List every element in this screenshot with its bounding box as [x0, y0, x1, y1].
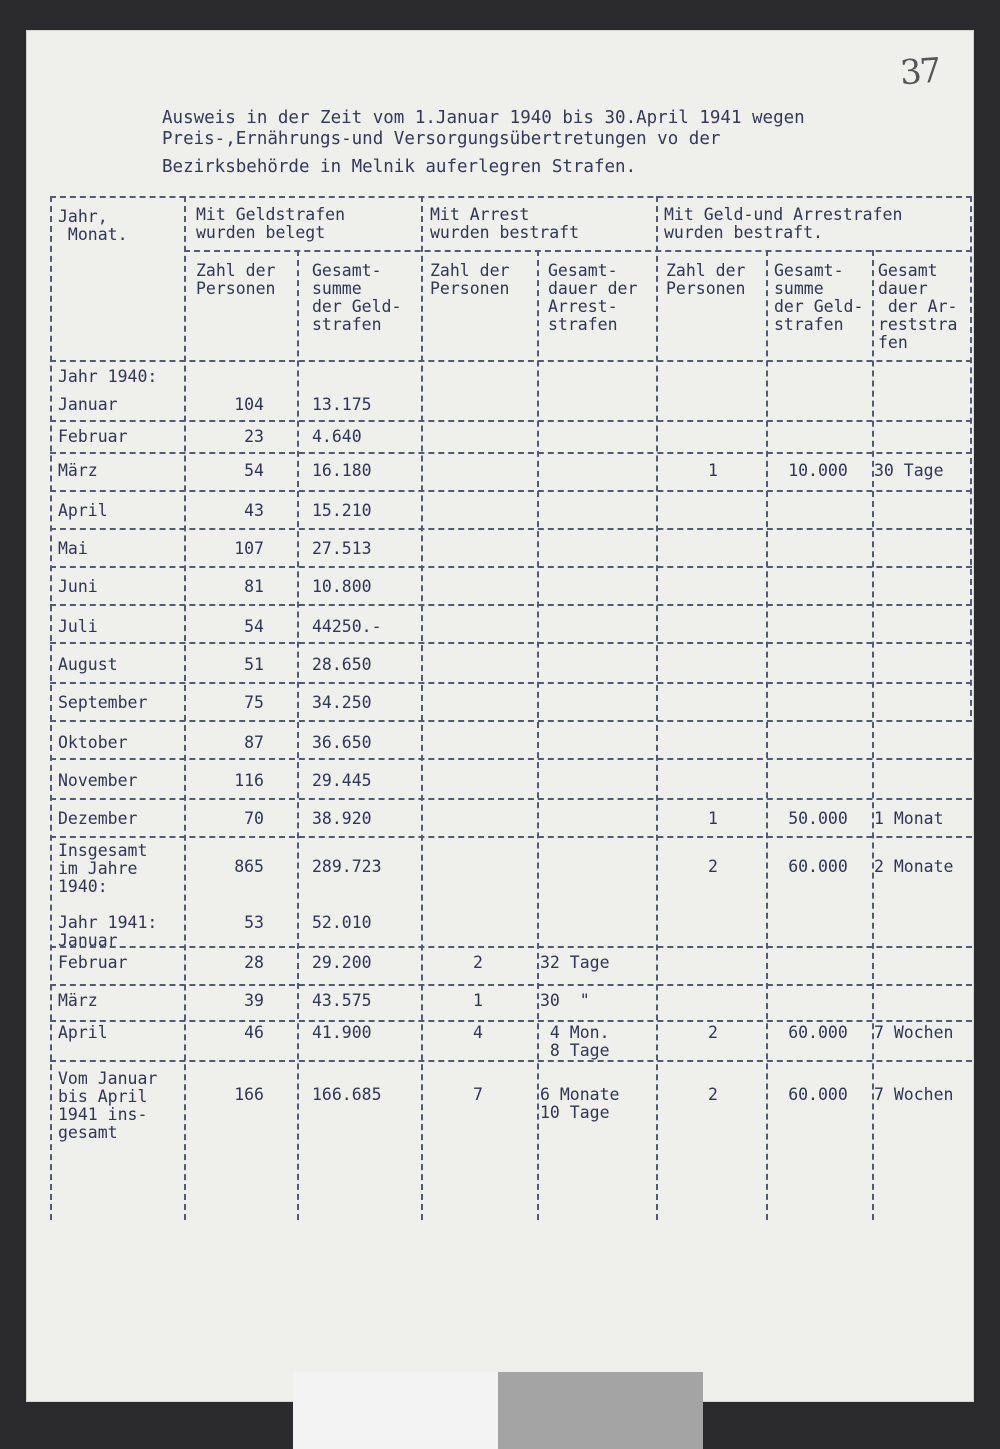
header-group-combined: Mit Geld-und Arrestrafen wurden bestraft. — [664, 205, 903, 242]
table-cell-c5: 2 — [708, 1085, 718, 1104]
table-cell-c7: 1 Monat — [874, 809, 944, 828]
table-left-border — [50, 196, 52, 1220]
row-label: Insgesamt im Jahre 1940: — [58, 841, 148, 896]
table-cell-c2: 289.723 — [312, 857, 382, 876]
table-cell-c1: 23 — [244, 427, 264, 446]
table-top-border — [50, 196, 972, 198]
color-swatch-gray — [498, 1372, 703, 1449]
row-divider — [50, 490, 972, 492]
row-label: November — [58, 771, 138, 790]
row-divider — [50, 984, 972, 986]
row-divider — [50, 720, 972, 722]
table-cell-c2: 44250.- — [312, 617, 382, 636]
table-cell-c6: 50.000 — [788, 809, 848, 828]
row-divider — [50, 758, 972, 760]
header-col-persons-1: Zahl der Personen — [196, 261, 276, 298]
column-divider — [297, 250, 299, 1220]
row-divider — [50, 682, 972, 684]
table-cell-c6: 60.000 — [788, 1023, 848, 1042]
header-col-persons-3: Zahl der Personen — [666, 261, 746, 298]
table-cell-c2: 13.175 — [312, 395, 372, 414]
row-label: März — [58, 461, 98, 480]
table-cell-c4: 4 Mon. 8 Tage — [549, 1023, 610, 1060]
table-cell-c2: 166.685 — [312, 1085, 382, 1104]
row-divider — [50, 836, 972, 838]
row-label: April — [58, 1023, 108, 1042]
table-cell-c1: 116 — [234, 771, 264, 790]
header-col-sum-1: Gesamt- summe der Geld- strafen — [312, 261, 402, 334]
table-cell-c2: 41.900 — [312, 1023, 372, 1042]
row-label: März — [58, 991, 98, 1010]
header-col-persons-2: Zahl der Personen — [430, 261, 510, 298]
table-cell-c2: 52.010 — [312, 913, 372, 932]
header-col-duration-3: Gesamt dauer der Ar- reststra fen — [878, 261, 958, 352]
row-label: Vom Januar bis April 1941 ins- gesamt — [58, 1069, 158, 1142]
folio-number: 37 — [898, 50, 941, 94]
table-cell-c2: 16.180 — [312, 461, 372, 480]
color-swatch-white — [293, 1372, 498, 1449]
column-divider — [656, 196, 658, 1220]
row-divider — [50, 642, 972, 644]
table-cell-c1: 865 — [234, 857, 264, 876]
column-divider — [766, 250, 768, 1220]
row-label: Februar — [58, 427, 128, 446]
table-cell-c7: 30 Tage — [874, 461, 944, 480]
header-group-arrest: Mit Arrest wurden bestraft — [430, 205, 580, 242]
row-divider — [50, 452, 972, 454]
table-cell-c2: 10.800 — [312, 577, 372, 596]
table-cell-c6: 10.000 — [788, 461, 848, 480]
table-cell-c1: 87 — [244, 733, 264, 752]
header-col-sum-3: Gesamt- summe der Geld- strafen — [774, 261, 864, 334]
title-line-1: Ausweis in der Zeit vom 1.Januar 1940 bis 30.April 1941 wegen — [162, 108, 805, 128]
row-label: Jahr 1941: Januar — [58, 913, 158, 950]
table-cell-c1: 75 — [244, 693, 264, 712]
table-cell-c6: 60.000 — [788, 857, 848, 876]
table-cell-c3: 4 — [473, 1023, 483, 1042]
table-cell-c1: 54 — [244, 461, 264, 480]
table-cell-c4: 6 Monate 10 Tage — [540, 1085, 620, 1122]
table-cell-c2: 34.250 — [312, 693, 372, 712]
title-line-3: Bezirksbehörde in Melnik auferlegren Strafen. — [162, 157, 637, 177]
table-cell-c2: 27.513 — [312, 539, 372, 558]
table-cell-c7: 2 Monate — [874, 857, 954, 876]
row-divider — [50, 1060, 972, 1062]
table-cell-c7: 7 Wochen — [874, 1023, 954, 1042]
table-cell-c5: 1 — [708, 461, 718, 480]
row-divider — [50, 1020, 972, 1022]
table-cell-c6: 60.000 — [788, 1085, 848, 1104]
table-cell-c1: 70 — [244, 809, 264, 828]
table-cell-c3: 7 — [473, 1085, 483, 1104]
table-cell-c1: 107 — [234, 539, 264, 558]
table-cell-c2: 43.575 — [312, 991, 372, 1010]
column-divider — [872, 250, 874, 1220]
table-cell-c1: 43 — [244, 501, 264, 520]
table-cell-c7: 7 Wochen — [874, 1085, 954, 1104]
table-cell-c1: 166 — [234, 1085, 264, 1104]
row-label: Januar — [58, 395, 118, 414]
row-label: Februar — [58, 953, 128, 972]
table-cell-c5: 1 — [708, 809, 718, 828]
table-cell-c1: 104 — [234, 395, 264, 414]
row-label: September — [58, 693, 148, 712]
table-cell-c5: 2 — [708, 1023, 718, 1042]
table-cell-c3: 1 — [473, 991, 483, 1010]
table-cell-c1: 28 — [244, 953, 264, 972]
table-cell-c1: 46 — [244, 1023, 264, 1042]
table-cell-c1: 81 — [244, 577, 264, 596]
table-cell-c3: 2 — [473, 953, 483, 972]
table-cell-c2: 38.920 — [312, 809, 372, 828]
row-divider — [50, 566, 972, 568]
header-month: Jahr, Monat. — [58, 207, 128, 244]
row-label: Jahr 1940: — [58, 367, 158, 386]
row-divider — [50, 604, 972, 606]
header-bottom-border — [50, 360, 972, 362]
table-cell-c2: 29.445 — [312, 771, 372, 790]
row-label: Mai — [58, 539, 88, 558]
row-divider — [50, 420, 972, 422]
title-line-2: Preis-,Ernährungs-und Versorgungsübertretungen vo der — [162, 129, 721, 149]
header-col-duration-2: Gesamt- dauer der Arrest- strafen — [548, 261, 638, 334]
row-divider — [50, 798, 972, 800]
table-cell-c1: 51 — [244, 655, 264, 674]
table-cell-c2: 36.650 — [312, 733, 372, 752]
row-label: August — [58, 655, 118, 674]
table-cell-c2: 28.650 — [312, 655, 372, 674]
row-divider — [50, 528, 972, 530]
table-cell-c4: 32 Tage — [540, 953, 610, 972]
column-divider — [537, 250, 539, 1220]
row-label: April — [58, 501, 108, 520]
table-cell-c1: 53 — [244, 913, 264, 932]
row-label: Juli — [58, 617, 98, 636]
table-cell-c2: 4.640 — [312, 427, 362, 446]
table-cell-c1: 54 — [244, 617, 264, 636]
row-label: Juni — [58, 577, 98, 596]
table-cell-c2: 15.210 — [312, 501, 372, 520]
table-cell-c2: 29.200 — [312, 953, 372, 972]
table-cell-c1: 39 — [244, 991, 264, 1010]
row-label: Oktober — [58, 733, 128, 752]
header-group-fines: Mit Geldstrafen wurden belegt — [196, 205, 346, 242]
table-cell-c5: 2 — [708, 857, 718, 876]
header-divider — [184, 250, 972, 252]
table-cell-c4: 30 " — [540, 991, 590, 1010]
row-divider — [50, 946, 972, 948]
table-right-border — [970, 196, 972, 716]
row-label: Dezember — [58, 809, 138, 828]
